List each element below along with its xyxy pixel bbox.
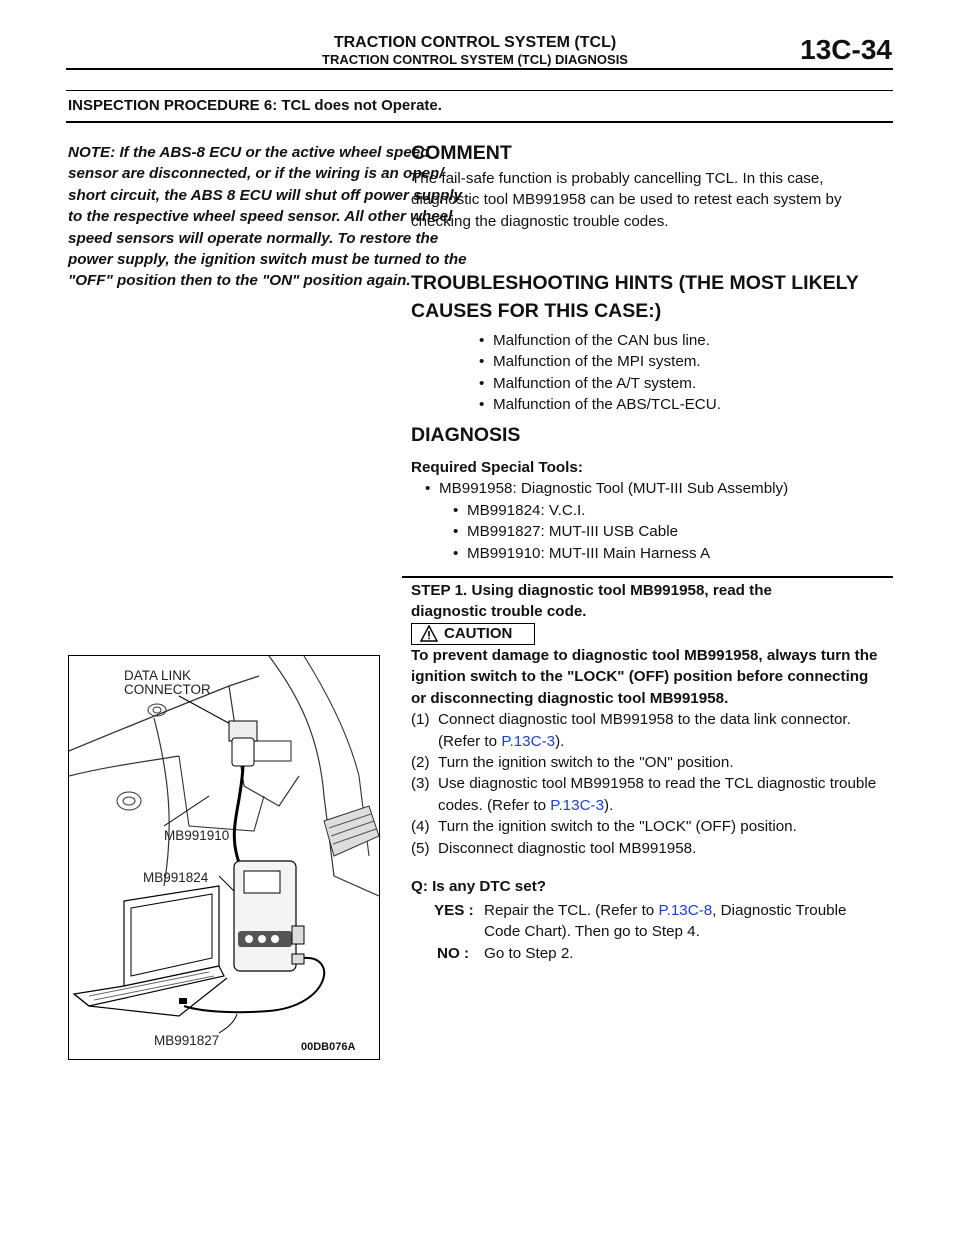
header-title: TRACTION CONTROL SYSTEM (TCL) (333, 34, 617, 51)
hints-section (411, 269, 891, 416)
tools-label: Required Special Tools: (411, 459, 583, 476)
step-number: (3) (411, 775, 430, 793)
label-vci: MB991824 (143, 870, 209, 885)
procedure-top-rule (66, 90, 893, 91)
procedure-title: INSPECTION PROCEDURE 6: TCL does not Operate. (68, 97, 442, 114)
diagnosis-section (411, 422, 893, 564)
list-item: • Malfunction of the A/T system. (477, 373, 891, 394)
list-item: • Malfunction of the ABS/TCL-ECU. (477, 394, 891, 415)
list-item (411, 838, 881, 859)
list-item (411, 752, 881, 773)
step-number: (4) (411, 818, 430, 836)
yes-text: Repair the TCL. (Refer to (484, 902, 659, 919)
no-answer: Go to Step 2. (484, 945, 574, 962)
list-item: • MB991958: Diagnostic Tool (MUT-III Sub Assembly) (423, 478, 893, 499)
step-text: Disconnect diagnostic tool MB991958. (438, 839, 697, 857)
page-link[interactable]: P.13C-8 (658, 902, 713, 919)
yes-answer (484, 900, 864, 943)
step1-body (411, 645, 881, 859)
list-item: • MB991910: MUT-III Main Harness A (451, 543, 893, 564)
header-rule (66, 68, 893, 70)
step-text-after: ). (555, 732, 565, 750)
caution-text: To prevent damage to diagnostic tool MB991958, always turn the ignition switch to the "LOCK" (OFF) position before connecting or disconnecting diagnostic tool MB991958. (411, 647, 878, 707)
comment-section (411, 140, 893, 232)
yes-label: YES : (434, 902, 474, 919)
step1-title-text: STEP 1. Using diagnostic tool MB991958, read the diagnostic trouble code. (411, 582, 772, 621)
label-connector-line2: CONNECTOR (124, 682, 211, 697)
comment-text: The fail-safe function is probably cancelling TCL. In this case, diagnostic tool MB991958 can be used to retest each system by checking the diagnostic trouble codes. (411, 170, 842, 230)
list-item: • MB991827: MUT-III USB Cable (451, 521, 893, 542)
question: Q: Is any DTC set? (411, 878, 547, 895)
diagnostic-connection-figure (68, 655, 380, 1060)
step-number: (1) (411, 711, 430, 729)
comment-heading: COMMENT (411, 142, 512, 164)
page-link[interactable]: P.13C-3 (501, 732, 556, 750)
list-item: • Malfunction of the CAN bus line. (477, 330, 891, 351)
label-cable: MB991827 (154, 1033, 220, 1048)
step-text: Connect diagnostic tool MB991958 to the data link connector. (Refer to (438, 711, 851, 750)
page-code: 13C-34 (800, 34, 892, 65)
list-item: • MB991824: V.C.I. (451, 500, 893, 521)
label-connector-line1: DATA LINK (124, 668, 192, 683)
no-label: NO : (437, 945, 470, 962)
hints-list (477, 330, 891, 416)
step-number: (2) (411, 754, 430, 772)
yes-text-after: , Diagnostic Trouble Code Chart). Then go to Step 4. (484, 902, 847, 941)
caution-box (411, 623, 535, 645)
figure-drawing (69, 656, 379, 1059)
page-link[interactable]: P.13C-3 (550, 796, 605, 814)
step-text-after: ). (604, 796, 614, 814)
note-text: NOTE: If the ABS-8 ECU or the active wheel speed sensor are disconnected, or if the wiring is an open/ short circuit, the ABS 8 ECU will shut off power supply to the respective wheel speed sensor. All other wheel speed sensors will operate normally. To restore the power supply, the ignition switch must be turned to the "OFF" position then to the "ON" position again. (68, 144, 467, 290)
step-list (411, 709, 881, 859)
list-item: • Malfunction of the MPI system. (477, 351, 891, 372)
step-text: Use diagnostic tool MB991958 to read the TCL diagnostic trouble codes. (Refer to (438, 775, 877, 814)
step-text: Turn the ignition switch to the "LOCK" (OFF) position. (438, 818, 797, 836)
caution-label: CAUTION (444, 625, 513, 642)
diagnosis-heading: DIAGNOSIS (411, 424, 521, 446)
list-item (411, 773, 881, 816)
step-number: (5) (411, 839, 430, 857)
tools-list (423, 478, 893, 564)
figure-code: 00DB076A (301, 1041, 356, 1053)
label-harness: MB991910 (164, 828, 230, 843)
header-subtitle: TRACTION CONTROL SYSTEM (TCL) DIAGNOSIS (322, 52, 628, 67)
step-rule (402, 576, 893, 578)
hints-heading: TROUBLESHOOTING HINTS (THE MOST LIKELY CAUSES FOR THIS CASE:) (411, 272, 859, 322)
list-item (411, 816, 881, 837)
step-text: Turn the ignition switch to the "ON" position. (438, 754, 734, 772)
step1-title (411, 580, 841, 623)
procedure-bottom-rule (66, 121, 893, 123)
list-item (411, 709, 881, 752)
